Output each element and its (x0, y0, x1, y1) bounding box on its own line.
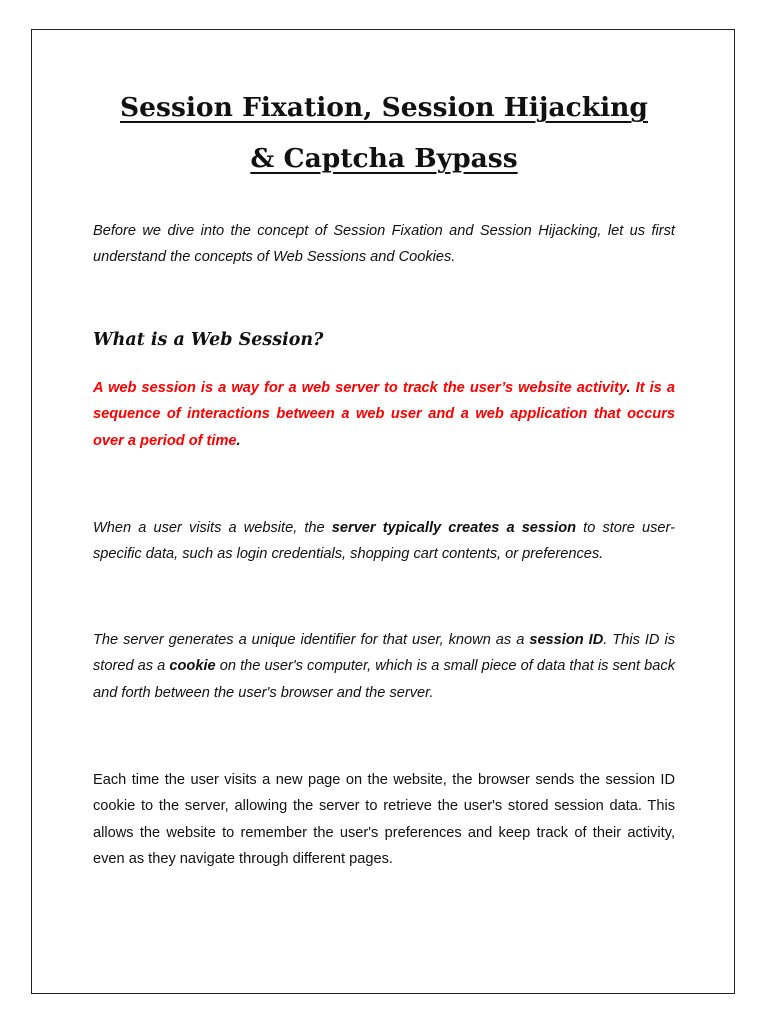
session-id-pre: The server generates a unique identifier for that user, known as a (93, 632, 530, 648)
definition-part-1: A web session is a way for a web server to track the user’s website activity (93, 380, 627, 396)
each-time-paragraph: Each time the user visits a new page on the website, the browser sends the session ID cookie to the server, allowing the server to retrieve the user's stored session data. This allows the website to remember the user's preferences and keep track of their activity, even as they navigate through different pages. (93, 772, 675, 867)
title-line-2: & Captcha Bypass (250, 143, 518, 174)
session-id-mid: . This ID is stored as a (93, 632, 675, 675)
server-session-pre: When a user visits a website, the (93, 520, 332, 536)
server-session-paragraph (93, 515, 675, 568)
title-line-1: Session Fixation, Session Hijacking (120, 92, 648, 123)
section-heading-web-session: What is a Web Session? (93, 330, 324, 350)
session-id-paragraph (93, 627, 675, 706)
definition-paragraph (93, 375, 675, 454)
definition-part-2: It is a sequence of interactions between a web user and a web application that occurs over a period of time (93, 380, 675, 449)
server-session-post: to store user-specific data, such as login credentials, shopping cart contents, or preferences. (93, 520, 675, 563)
document-title (60, 82, 708, 184)
definition-separator-2: . (236, 432, 241, 449)
intro-paragraph: Before we dive into the concept of Session Fixation and Session Hijacking, let us first understand the concepts of Web Sessions and Cookies. (93, 223, 675, 266)
definition-separator-1: . (626, 380, 631, 396)
cookie-bold: cookie (169, 658, 216, 675)
session-id-bold: session ID (529, 632, 604, 648)
session-id-post: on the user's computer, which is a small piece of data that is sent back and forth between the user's browser and the server. (93, 658, 676, 701)
server-session-bold: server typically creates a session (331, 520, 577, 536)
